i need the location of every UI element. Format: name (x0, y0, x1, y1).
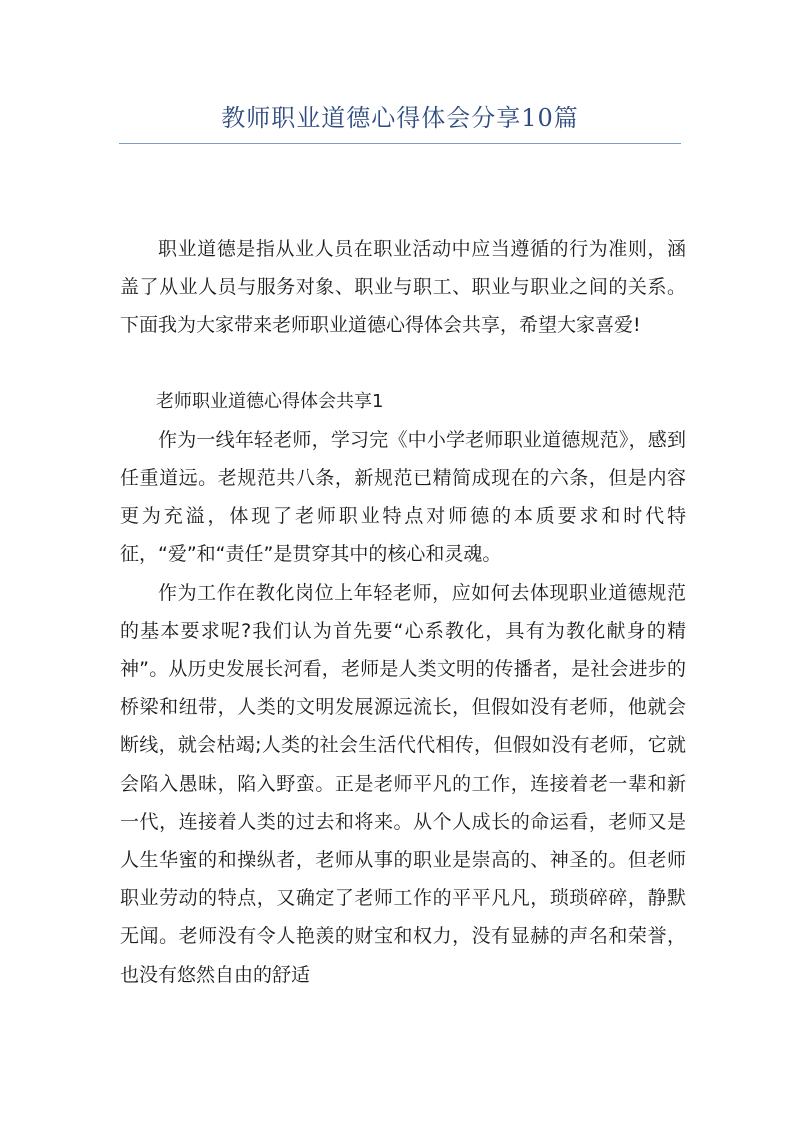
body-paragraph-1: 作为一线年轻老师，学习完《中小学老师职业道德规范》，感到任重道远。老规范共八条，新规范已精简成现在的六条，但是内容更为充溢，体现了老师职业特点对师德的本质要求和时代特征，“爱”和“责任”是贯穿其中的核心和灵魂。 (120, 428, 686, 566)
paragraph-spacer (120, 345, 686, 383)
body-paragraph-2: 作为工作在教化岗位上年轻老师，应如何去体现职业道德规范的基本要求呢?我们认为首先要“心系教化，具有为教化献身的精神”。从历史发展长河看，老师是人类文明的传播者，是社会进步的桥梁和纽带，人类的文明发展源远流长，但假如没有老师，他就会断线，就会枯竭;人类的社会生活代代相传，但假如没有老师，它就会陷入愚昧，陷入野蛮。正是老师平凡的工作，连接着老一辈和新一代，连接着人类的过去和将来。从个人成长的命运看，老师又是人生华蜜的和操纵者，老师从事的职业是崇高的、神圣的。但老师职业劳动的特点，又确定了老师工作的平平凡凡，琐琐碎碎，静默无闻。老师没有令人艳羡的财宝和权力，没有显赫的声名和荣誉，也没有悠然自由的舒适 (120, 581, 686, 986)
intro-paragraph: 职业道德是指从业人员在职业活动中应当遵循的行为准则，涵盖了从业人员与服务对象、职业与职工、职业与职业之间的关系。下面我为大家带来老师职业道德心得体会共享，希望大家喜爱! (120, 238, 686, 337)
section-heading: 老师职业道德心得体会共享1 (156, 390, 384, 412)
document-body (120, 230, 686, 994)
document-title: 教师职业道德心得体会分享10篇 (221, 104, 579, 132)
title-underline (119, 143, 681, 144)
